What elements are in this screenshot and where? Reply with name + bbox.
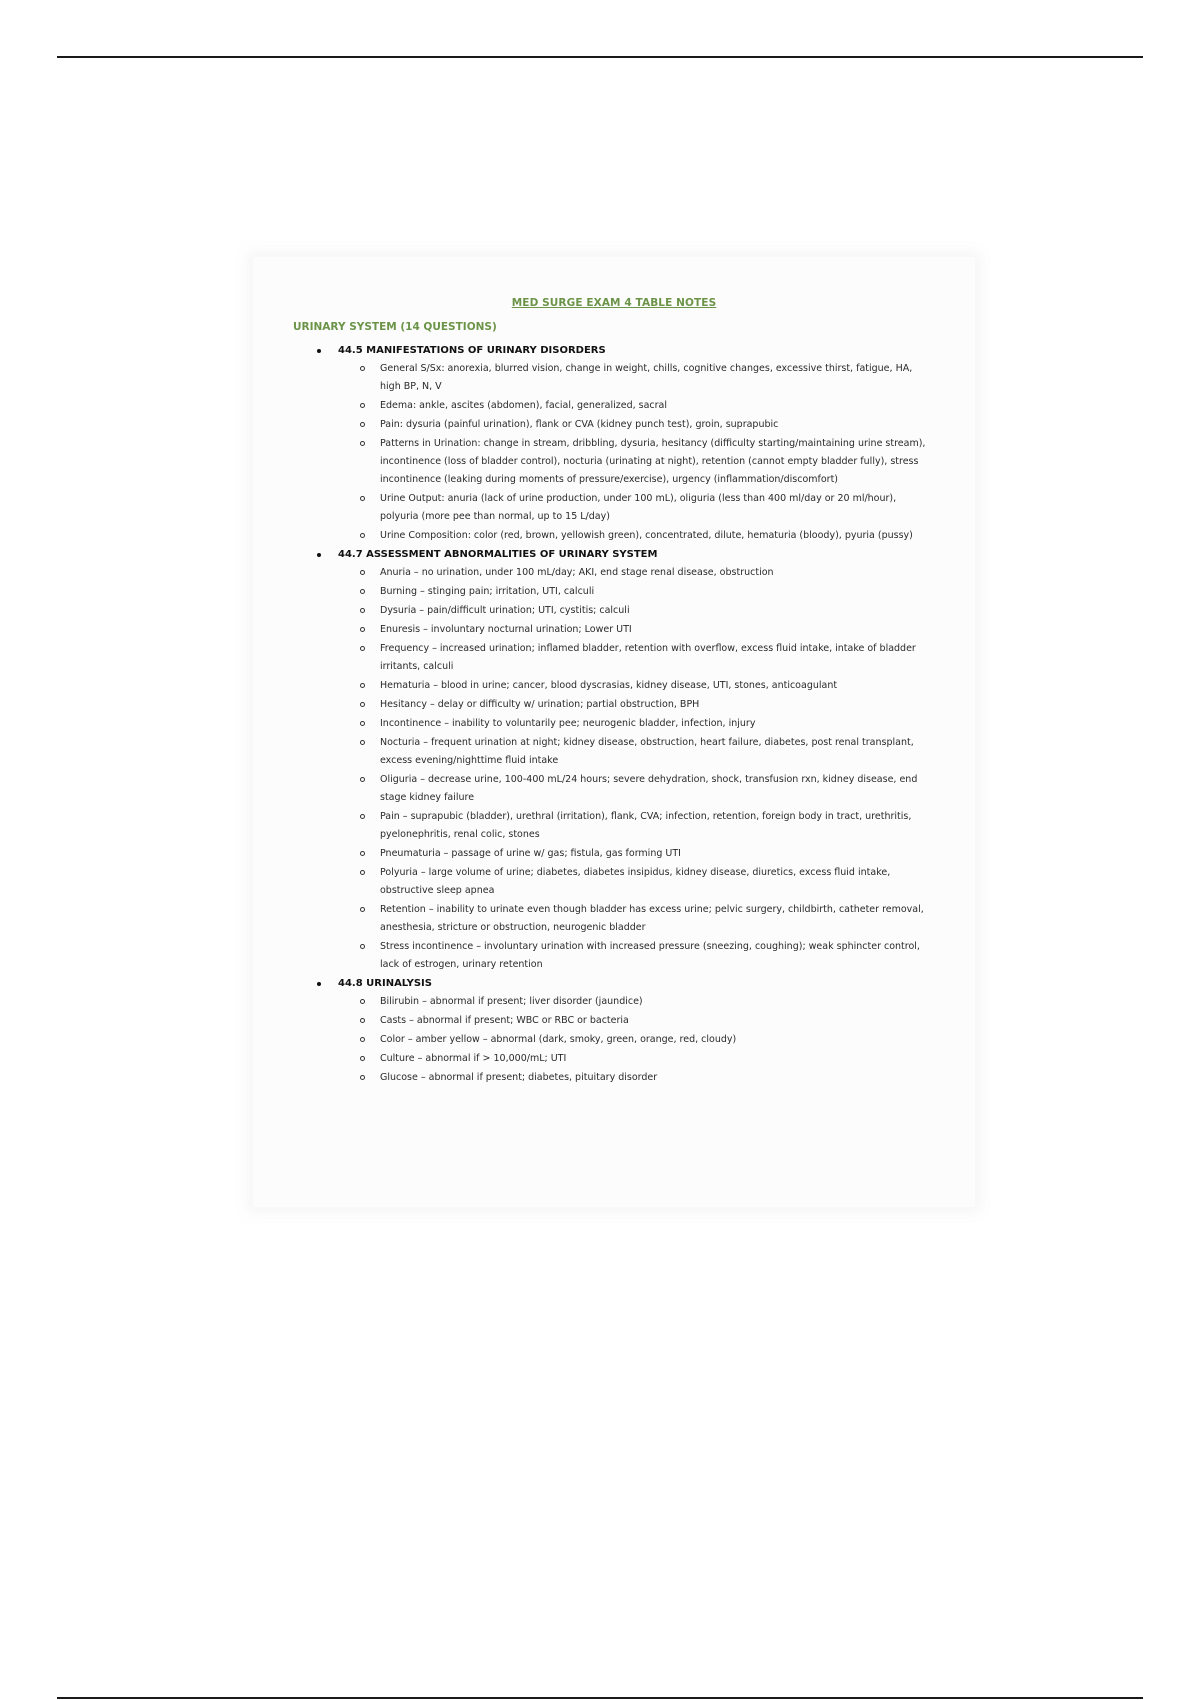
document-preview: [253, 257, 975, 1207]
section-heading: URINARY SYSTEM (14 QUESTIONS): [293, 321, 497, 333]
list-item: Pneumaturia – passage of urine w/ gas; fistula, gas forming UTI: [380, 845, 935, 863]
list-item: Edema: ankle, ascites (abdomen), facial, generalized, sacral: [380, 397, 935, 415]
list-item: Incontinence – inability to voluntarily pee; neurogenic bladder, infection, injury: [380, 715, 935, 733]
list-item: Anuria – no urination, under 100 mL/day; AKI, end stage renal disease, obstruction: [380, 564, 935, 582]
list-item: Polyuria – large volume of urine; diabetes, diabetes insipidus, kidney disease, diuretics, excess fluid intake, obstructive sleep apnea: [380, 864, 935, 900]
list-item: Burning – stinging pain; irritation, UTI, calculi: [380, 583, 935, 601]
list-item: Pain – suprapubic (bladder), urethral (irritation), flank, CVA; infection, retention, foreign body in tract, urethritis, pyelonephritis, renal colic, stones: [380, 808, 935, 844]
list-item: Patterns in Urination: change in stream, dribbling, dysuria, hesitancy (difficulty starting/maintaining urine stream), incontinence (loss of bladder control), nocturia (urinating at night), retention (cannot empty bladder fully), stress incontinence (leaking during moments of pressure/exercise), urgency (inflammation/discomfort): [380, 435, 935, 489]
bottom-divider: [57, 1697, 1143, 1699]
list-item: Hematuria – blood in urine; cancer, blood dyscrasias, kidney disease, UTI, stones, anticoagulant: [380, 677, 935, 695]
document-body: [253, 341, 975, 1089]
list-item: Hesitancy – delay or difficulty w/ urination; partial obstruction, BPH: [380, 696, 935, 714]
topic-list: [253, 564, 975, 974]
list-item: Glucose – abnormal if present; diabetes, pituitary disorder: [380, 1069, 935, 1087]
list-item: Enuresis – involuntary nocturnal urination; Lower UTI: [380, 621, 935, 639]
topic-list: [253, 360, 975, 545]
topic-heading: 44.8 URINALYSIS: [338, 976, 975, 991]
list-item: Casts – abnormal if present; WBC or RBC or bacteria: [380, 1012, 935, 1030]
list-item: Bilirubin – abnormal if present; liver disorder (jaundice): [380, 993, 935, 1011]
list-item: Retention – inability to urinate even though bladder has excess urine; pelvic surgery, childbirth, catheter removal, anesthesia, stricture or obstruction, neurogenic bladder: [380, 901, 935, 937]
list-item: General S/Sx: anorexia, blurred vision, change in weight, chills, cognitive changes, excessive thirst, fatigue, HA, high BP, N, V: [380, 360, 935, 396]
list-item: Pain: dysuria (painful urination), flank or CVA (kidney punch test), groin, suprapubic: [380, 416, 935, 434]
topic-heading: 44.7 ASSESSMENT ABNORMALITIES OF URINARY SYSTEM: [338, 547, 975, 562]
list-item: Culture – abnormal if > 10,000/mL; UTI: [380, 1050, 935, 1068]
document-title: MED SURGE EXAM 4 TABLE NOTES: [511, 297, 717, 309]
list-item: Dysuria – pain/difficult urination; UTI, cystitis; calculi: [380, 602, 935, 620]
list-item: Color – amber yellow – abnormal (dark, smoky, green, orange, red, cloudy): [380, 1031, 935, 1049]
top-divider: [57, 56, 1143, 58]
list-item: Frequency – increased urination; inflamed bladder, retention with overflow, excess fluid intake, intake of bladder irritants, calculi: [380, 640, 935, 676]
list-item: Oliguria – decrease urine, 100-400 mL/24 hours; severe dehydration, shock, transfusion rxn, kidney disease, end stage kidney failure: [380, 771, 935, 807]
topic-heading: 44.5 MANIFESTATIONS OF URINARY DISORDERS: [338, 343, 975, 358]
list-item: Urine Composition: color (red, brown, yellowish green), concentrated, dilute, hematuria (bloody), pyuria (pussy): [380, 527, 935, 545]
topic-list: [253, 993, 975, 1087]
list-item: Nocturia – frequent urination at night; kidney disease, obstruction, heart failure, diabetes, post renal transplant, excess evening/nighttime fluid intake: [380, 734, 935, 770]
list-item: Stress incontinence – involuntary urination with increased pressure (sneezing, coughing); weak sphincter control, lack of estrogen, urinary retention: [380, 938, 935, 974]
list-item: Urine Output: anuria (lack of urine production, under 100 mL), oliguria (less than 400 ml/day or 20 ml/hour), polyuria (more pee than normal, up to 15 L/day): [380, 490, 935, 526]
